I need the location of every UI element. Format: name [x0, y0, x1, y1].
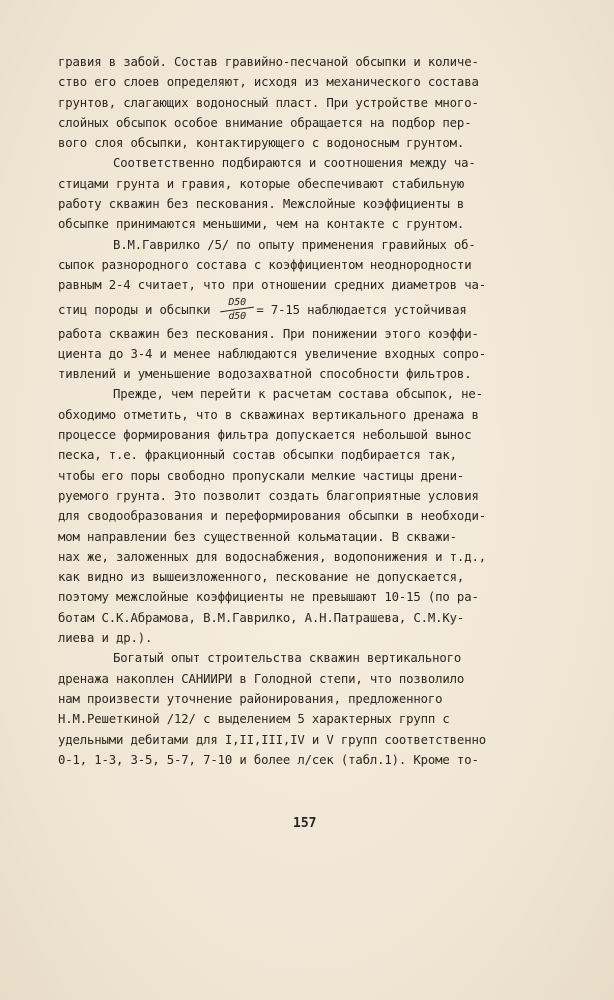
- text-line: тивлений и уменьшение водозахватной способности фильтров.: [58, 367, 472, 382]
- fraction-numerator: D50: [228, 297, 246, 309]
- text-line: чтобы его поры свободно пропускали мелкие частицы дрени-: [58, 468, 465, 483]
- text-line: ство его слоев определяют, исходя из механического состава: [58, 75, 479, 90]
- text-line: грунтов, слагающих водоносный пласт. При устройстве много-: [58, 95, 479, 110]
- text-line: поэтому межслойные коэффициенты не превышают 10-15 (по ра-: [58, 590, 479, 605]
- text-line: В.М.Гаврилко /5/ по опыту применения гравийных об-: [113, 237, 476, 252]
- text-line: для сводообразования и переформирования обсыпки в необходи-: [58, 509, 486, 524]
- text-line: лиева и др.).: [58, 631, 153, 646]
- text-line: Прежде, чем перейти к расчетам состава обсыпок, не-: [113, 387, 483, 402]
- text-line: стицами грунта и гравия, которые обеспечивают стабильную: [58, 176, 465, 191]
- diameter-ratio-fraction: [220, 297, 254, 323]
- text-line: нах же, заложенных для водоснабжения, водопонижения и т.д.,: [58, 549, 486, 564]
- text-line: обсыпке принимаются меньшими, чем на контакте с грунтом.: [58, 217, 465, 232]
- body-text: [58, 52, 558, 770]
- page-number: 157: [293, 816, 317, 831]
- text-line: Богатый опыт строительства скважин вертикального: [113, 651, 462, 666]
- text-line: вого слоя обсыпки, контактирующего с водоносным грунтом.: [58, 136, 465, 151]
- text-line: работа скважин без пескования. При понижении этого коэффи-: [58, 326, 479, 341]
- text-line: циента до 3-4 и менее наблюдаются увеличение входных сопро-: [58, 346, 486, 361]
- formula-prefix: стиц породы и обсыпки: [58, 302, 211, 317]
- text-line: как видно из вышеизложенного, пескование не допускается,: [58, 570, 465, 585]
- text-line: удельными дебитами для I,II,III,IV и V групп соответственно: [58, 732, 486, 747]
- text-line: руемого грунта. Это позволит создать благоприятные условия: [58, 488, 479, 503]
- text-line: гравия в забой. Состав гравийно-песчаной обсыпки и количе-: [58, 55, 479, 69]
- text-line: ботам С.К.Абрамова, В.М.Гаврилко, А.Н.Патрашева, С.М.Ку-: [58, 610, 465, 625]
- text-line: нам произвести уточнение районирования, предложенного: [58, 691, 443, 706]
- text-line: работу скважин без пескования. Межслойные коэффициенты в: [58, 197, 465, 212]
- formula-suffix: = 7-15 наблюдается устойчивая: [256, 302, 467, 317]
- text-line: процессе формирования фильтра допускается небольшой вынос: [58, 428, 472, 443]
- text-line: сыпок разнородного состава с коэффициентом неоднородности: [58, 257, 472, 272]
- fraction-denominator: d50: [228, 311, 246, 323]
- text-line: слойных обсыпок особое внимание обращается на подбор пер-: [58, 115, 472, 130]
- text-line: мом направлении без существенной кольматации. В скважи-: [58, 529, 457, 544]
- text-line: дренажа накоплен САНИИРИ в Голодной степи, что позволило: [58, 671, 465, 686]
- text-line: 0-1, 1-3, 3-5, 5-7, 7-10 и более л/сек (табл.1). Кроме то-: [58, 752, 479, 767]
- text-line: Соответственно подбираются и соотношения между ча-: [113, 156, 476, 171]
- text-line: равным 2-4 считает, что при отношении средних диаметров ча-: [58, 278, 486, 293]
- formula-line: [58, 296, 558, 324]
- text-line: обходимо отметить, что в скважинах вертикального дренажа в: [58, 407, 479, 422]
- text-line: песка, т.е. фракционный состав обсыпки подбирается так,: [58, 448, 457, 463]
- text-line: Н.М.Решеткиной /12/ с выделением 5 характерных групп с: [58, 712, 450, 727]
